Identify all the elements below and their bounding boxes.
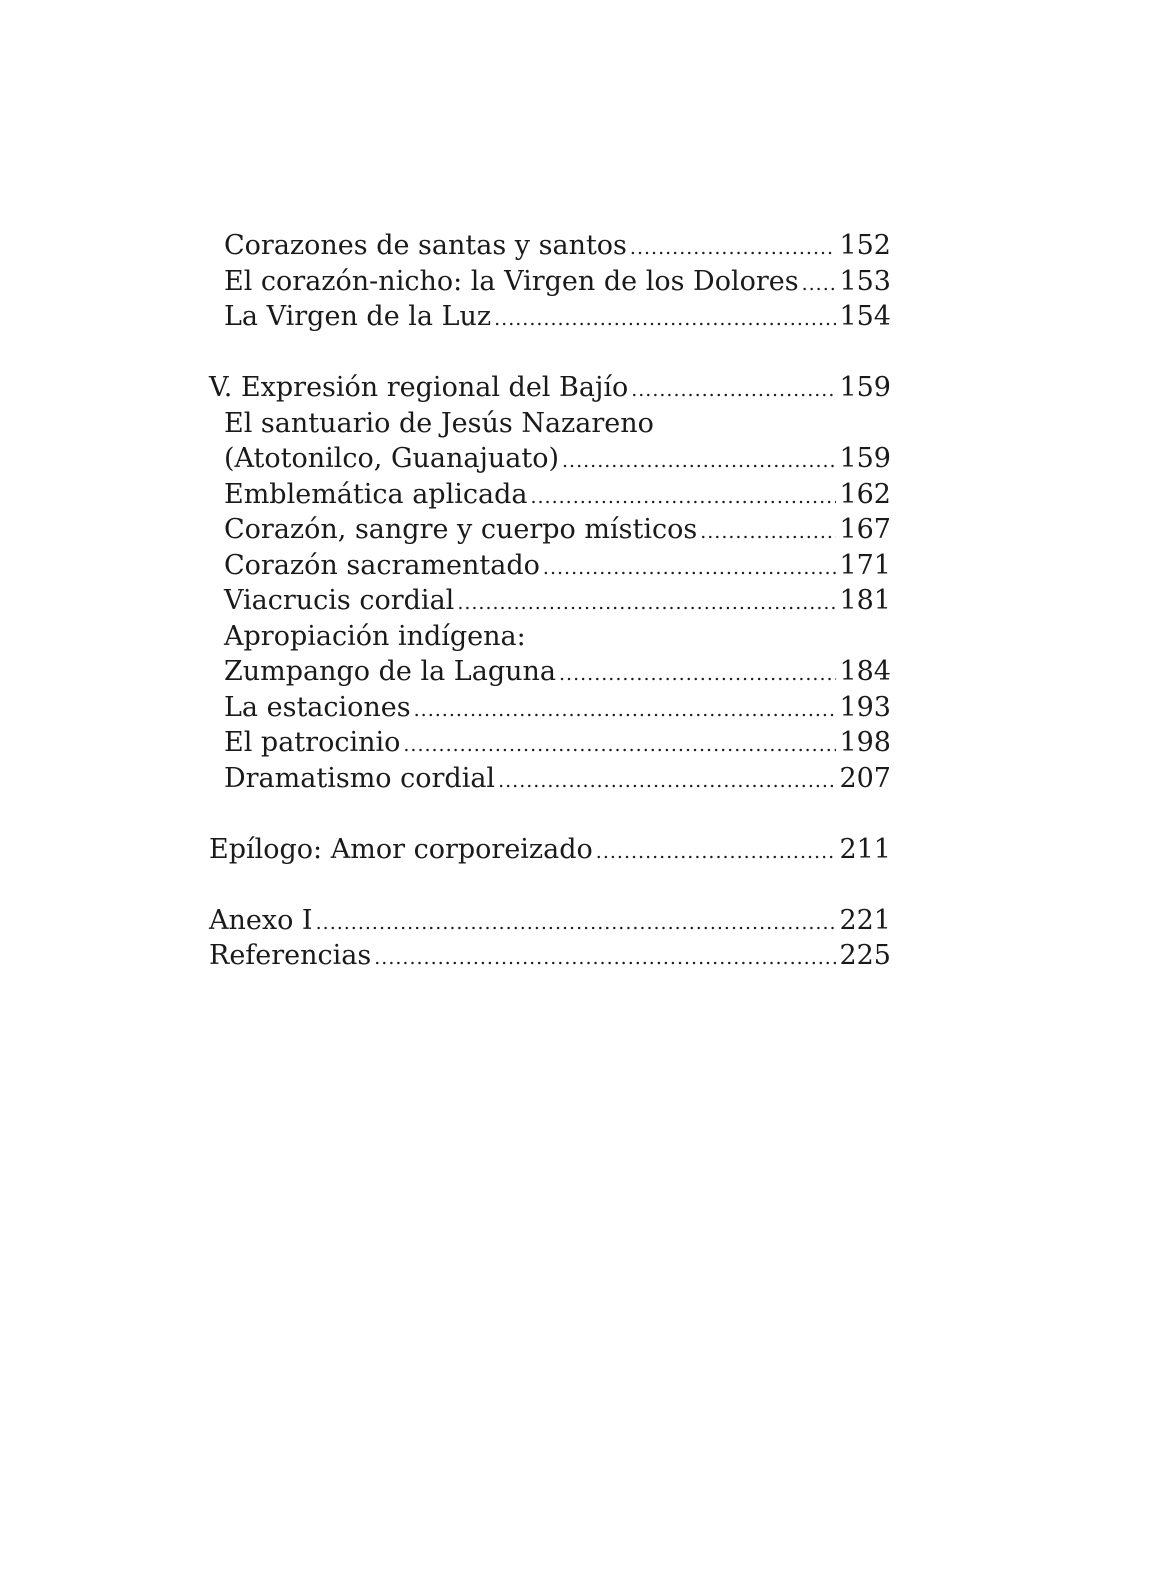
toc-entry-title: Anexo I <box>209 904 313 936</box>
toc-entry-page: 221 <box>839 904 891 936</box>
toc-entry-page: 184 <box>839 656 891 687</box>
dot-leader <box>562 441 836 480</box>
toc-chapter-entry[interactable] <box>209 938 891 974</box>
toc-entry-title: Zumpango de la Laguna <box>224 656 556 687</box>
toc-entry-title: Viacrucis cordial <box>224 585 455 616</box>
toc-entry[interactable] <box>209 690 891 726</box>
toc-entry-page: 153 <box>839 265 891 297</box>
toc-entry[interactable] <box>209 583 891 619</box>
toc-entry[interactable] <box>209 761 891 797</box>
dot-leader <box>494 299 836 338</box>
toc-entry-page: 167 <box>839 514 891 545</box>
toc-entry-title: Corazón sacramentado <box>224 549 540 581</box>
toc-entry-page: 207 <box>839 762 891 794</box>
dot-leader <box>530 477 836 516</box>
dot-leader <box>457 583 836 622</box>
toc-entry-title: V. Expresión regional del Bajío <box>209 372 629 403</box>
toc-entry[interactable] <box>209 441 891 477</box>
toc-entry[interactable] <box>209 264 891 300</box>
toc-entry[interactable] <box>209 512 891 548</box>
toc-entry[interactable] <box>209 299 891 335</box>
toc-entry-page: 198 <box>839 727 891 758</box>
toc-entry-title: Dramatismo cordial <box>224 762 496 794</box>
toc-entry-title: El corazón-nicho: la Virgen de los Dolores <box>224 265 799 297</box>
toc-entry[interactable] <box>209 619 891 655</box>
toc-entry[interactable] <box>209 228 891 264</box>
toc-entry-title: Corazón, sangre y cuerpo místicos <box>224 514 698 545</box>
toc-entry[interactable] <box>209 654 891 690</box>
toc-entry-title: Emblemática aplicada <box>224 478 528 510</box>
toc-entry-title: Corazones de santas y santos <box>224 230 627 261</box>
toc-entry[interactable] <box>209 477 891 513</box>
dot-leader <box>559 654 836 693</box>
section-spacer <box>209 335 891 371</box>
dot-leader <box>630 228 837 267</box>
dot-leader <box>802 264 837 303</box>
toc-entry[interactable] <box>209 406 891 442</box>
toc-entry[interactable] <box>209 548 891 584</box>
dot-leader <box>316 903 837 942</box>
toc-entry-page: 193 <box>839 691 891 723</box>
dot-leader <box>700 512 836 551</box>
toc-chapter-entry[interactable] <box>209 370 891 406</box>
dot-leader <box>414 690 837 729</box>
table-of-contents <box>209 228 891 974</box>
toc-entry-title: La estaciones <box>224 691 411 723</box>
section-spacer <box>209 796 891 832</box>
toc-entry-page: 159 <box>839 443 891 474</box>
dot-leader <box>374 938 836 977</box>
dot-leader <box>543 548 837 587</box>
toc-entry-page: 152 <box>839 230 891 261</box>
toc-entry-page: 171 <box>839 549 891 581</box>
toc-entry-page: 162 <box>839 478 891 510</box>
dot-leader <box>631 370 836 409</box>
dot-leader <box>498 761 836 800</box>
toc-chapter-entry[interactable] <box>209 903 891 939</box>
toc-entry-title: Apropiación indígena: <box>224 620 526 652</box>
toc-entry-title: El santuario de Jesús Nazareno <box>224 407 654 439</box>
toc-entry[interactable] <box>209 725 891 761</box>
toc-entry-page: 154 <box>839 301 891 332</box>
toc-entry-page: 211 <box>839 833 891 865</box>
toc-chapter-entry[interactable] <box>209 832 891 868</box>
dot-leader <box>596 832 837 871</box>
toc-entry-title: El patrocinio <box>224 727 401 758</box>
toc-entry-title: La Virgen de la Luz <box>224 301 492 332</box>
dot-leader <box>403 725 836 764</box>
toc-entry-page: 225 <box>839 940 891 971</box>
toc-entry-title: (Atotonilco, Guanajuato) <box>224 443 560 474</box>
toc-entry-page: 181 <box>839 585 891 616</box>
section-spacer <box>209 867 891 903</box>
toc-entry-title: Referencias <box>209 940 372 971</box>
toc-entry-page: 159 <box>839 372 891 403</box>
toc-entry-title: Epílogo: Amor corporeizado <box>209 833 593 865</box>
